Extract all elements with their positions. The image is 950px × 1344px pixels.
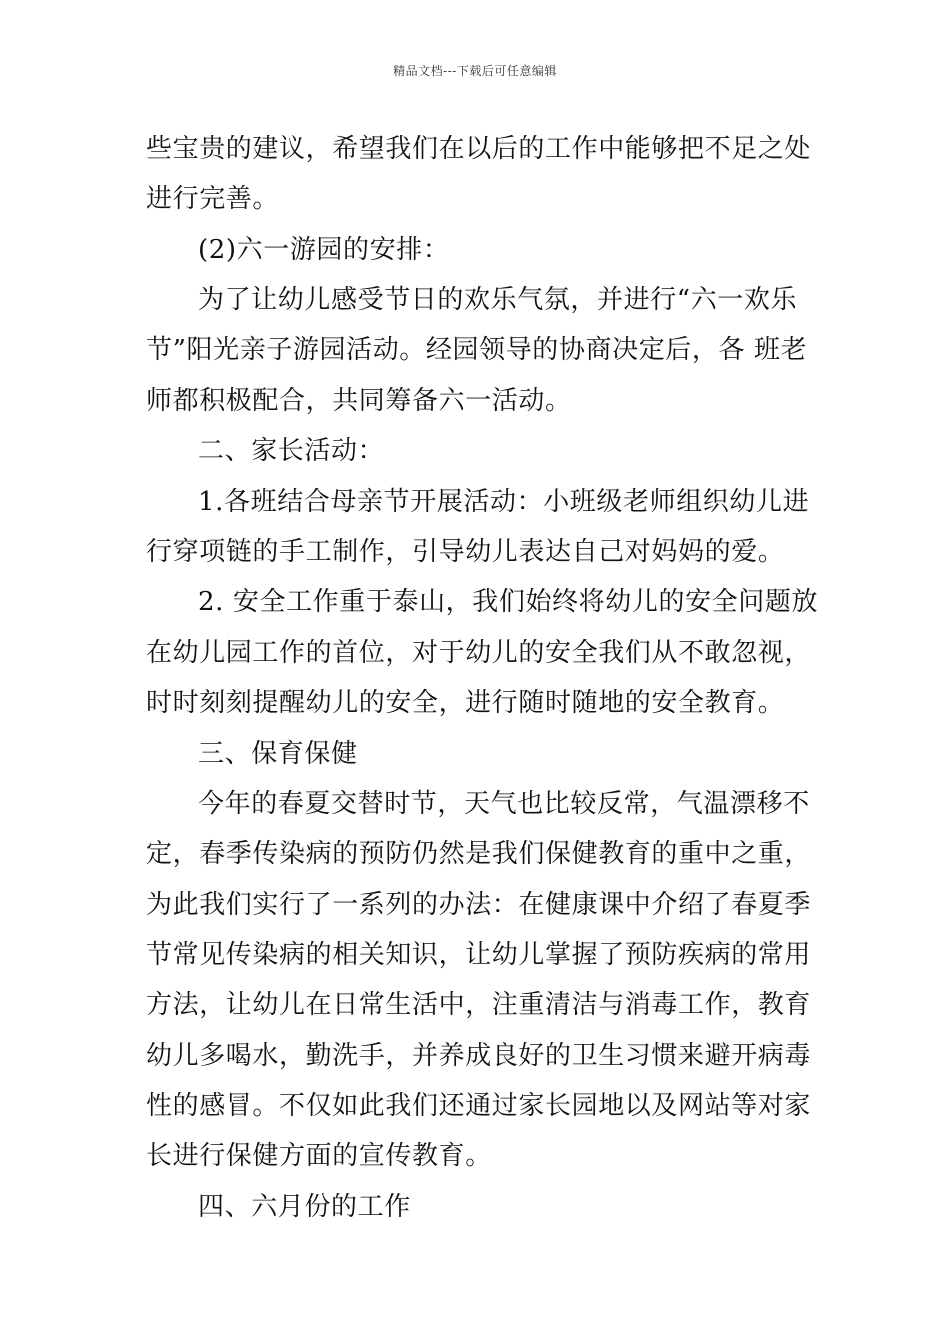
body-line: 今年的春夏交替时节，天气也比较反常，气温漂移不 (198, 789, 810, 819)
body-line: 为了让幼儿感受节日的欢乐气氛，并进行“六一欢乐 (198, 285, 798, 315)
body-line: 在幼儿园工作的首位，对于幼儿的安全我们从不敢忽视， (146, 638, 812, 668)
body-line: 方法，让幼儿在日常生活中，注重清洁与消毒工作，教育 (146, 990, 812, 1020)
body-line: 行穿项链的手工制作，引导幼儿表达自己对妈妈的爱。 (146, 537, 785, 567)
body-line: 些宝贵的建议，希望我们在以后的工作中能够把不足之处 (146, 134, 812, 164)
body-line: 师都积极配合，共同筹备六一活动。 (146, 386, 572, 416)
body-line: 长进行保健方面的宣传教育。 (146, 1141, 492, 1171)
section-heading: 四、六月份的工作 (198, 1192, 411, 1222)
body-line: 1.各班结合母亲节开展活动：小班级老师组织幼儿进 (198, 487, 810, 517)
body-line: 进行完善。 (146, 184, 280, 214)
body-line: 性的感冒。不仅如此我们还通过家长园地以及网站等对家 (146, 1091, 812, 1121)
body-line: 节”阳光亲子游园活动。经园领导的协商决定后，各 班老 (146, 335, 808, 365)
page-header: 精品文档---下载后可任意编辑 (393, 64, 557, 78)
body-line: 时时刻刻提醒幼儿的安全，进行随时随地的安全教育。 (146, 688, 785, 718)
section-heading: 二、家长活动： (198, 436, 385, 466)
body-line: 2. 安全工作重于泰山，我们始终将幼儿的安全问题放 (198, 587, 819, 617)
body-line: 定，春季传染病的预防仍然是我们保健教育的重中之重， (146, 839, 812, 869)
section-heading: 三、保育保健 (198, 739, 358, 769)
subheading: (2)六一游园的安排： (198, 235, 450, 265)
body-line: 节常见传染病的相关知识，让幼儿掌握了预防疾病的常用 (146, 940, 812, 970)
body-line: 幼儿多喝水，勤洗手，并养成良好的卫生习惯来避开病毒 (146, 1041, 812, 1071)
body-line: 为此我们实行了一系列的办法：在健康课中介绍了春夏季 (146, 890, 812, 920)
